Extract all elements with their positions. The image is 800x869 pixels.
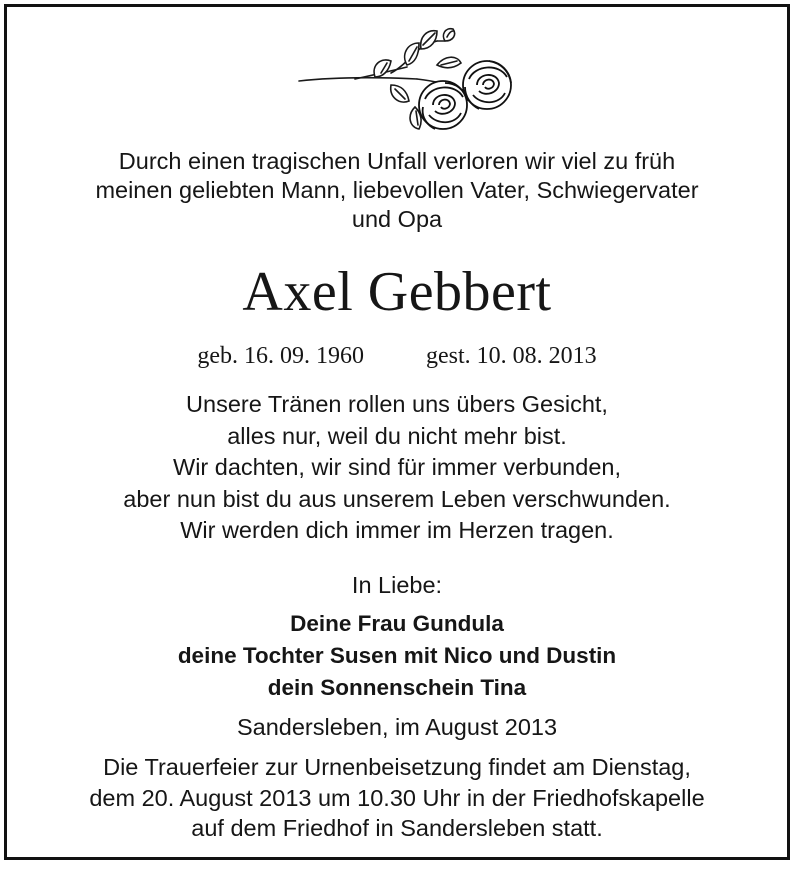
place-and-date: Sandersleben, im August 2013 — [236, 714, 558, 740]
deceased-name: Axel Gebbert — [242, 261, 552, 323]
poem — [7, 389, 787, 547]
obituary-notice — [4, 4, 790, 860]
intro-line: Durch einen tragischen Unfall verloren wir viel zu früh — [118, 148, 676, 174]
poem-line: Wir werden dich immer im Herzen tragen. — [180, 517, 614, 543]
intro-line: und Opa — [351, 206, 443, 232]
mourner: dein Sonnenschein Tina — [267, 675, 527, 700]
birth-date: geb. 16. 09. 1960 — [197, 343, 364, 369]
mourners-list — [7, 608, 787, 704]
death-date: gest. 10. 08. 2013 — [425, 343, 597, 369]
intro-text — [7, 147, 787, 234]
mourner: deine Tochter Susen mit Nico und Dustin — [177, 643, 617, 668]
service-line: auf dem Friedhof in Sandersleben statt. — [191, 815, 603, 841]
service-line: dem 20. August 2013 um 10.30 Uhr in der Friedhofskapelle — [89, 784, 705, 811]
in-love-label: In Liebe: — [351, 572, 443, 598]
mourner: Deine Frau Gundula — [290, 611, 504, 636]
poem-line: Wir dachten, wir sind für immer verbunden, — [173, 454, 621, 480]
poem-line: alles nur, weil du nicht mehr bist. — [227, 422, 567, 449]
funeral-service-info — [7, 752, 787, 844]
poem-line: aber nun bist du aus unserem Leben verschwunden. — [123, 485, 671, 512]
rose-icon — [295, 25, 519, 143]
life-dates — [7, 338, 787, 374]
service-line: Die Trauerfeier zur Urnenbeisetzung findet am Dienstag, — [103, 754, 691, 780]
poem-line: Unsere Tränen rollen uns übers Gesicht, — [186, 391, 608, 417]
intro-line: meinen geliebten Mann, liebevollen Vater, Schwiegervater — [95, 177, 699, 203]
